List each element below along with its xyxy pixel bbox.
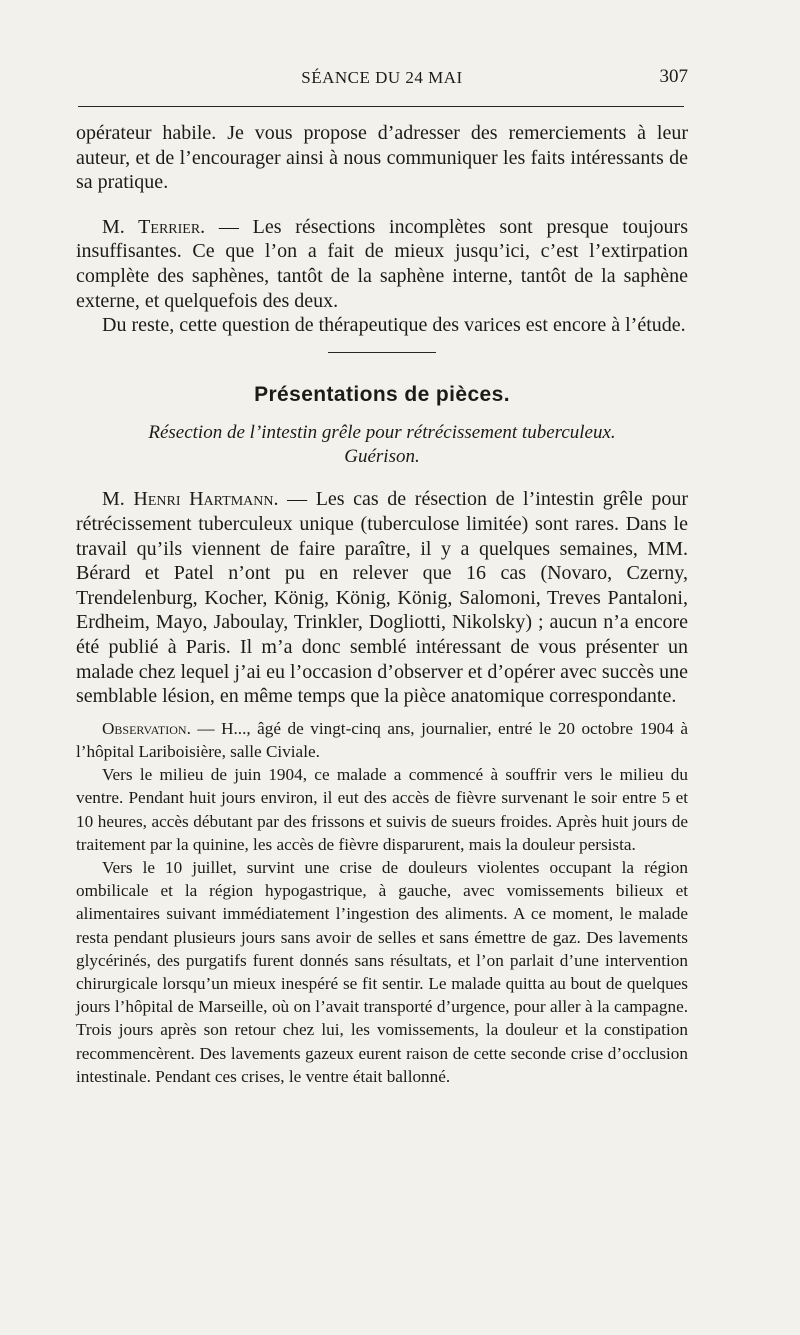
terrier-text: — Les résections incomplètes sont presque toujours insuffisantes. Ce que l’on a fait de mieux jusqu’ici, c’est l’extirpation complète des saphènes, tantôt de la saphène interne, tantôt de la saphène externe, et quelquefois des deux.	[76, 215, 688, 312]
page-header	[76, 64, 688, 92]
speaker-hartmann: M. Henri Hartmann.	[102, 488, 279, 511]
paragraph-terrier	[76, 215, 688, 313]
document-page	[76, 0, 688, 1335]
header-rule	[78, 106, 684, 107]
observation-intro-text: — H..., âgé de vingt-cinq ans, journalier, entré le 20 octobre 1904 à l’hôpital Lariboisière, salle Civiale.	[76, 718, 688, 761]
observation-paragraph-2: Vers le milieu de juin 1904, ce malade a commencé à souffrir vers le milieu du ventre. Pendant huit jours environ, il eut des accès de fièvre survenant le soir entre 5 et 10 heures, accès débutant par des frissons et suivis de sueurs froides. Après huit jours de traitement par la quinine, les accès de fièvre disparurent, mais la douleur persista.	[76, 765, 688, 854]
observation-paragraph-3: Vers le 10 juillet, survint une crise de douleurs violentes occupant la région ombilicale et la région hypogastrique, à gauche, avec vomissements bilieux et alimentaires suivant immédiatement l’ingestion des aliments. A ce moment, le malade resta pendant plusieurs jours sans avoir de selles et sans émettre de gaz. Des lavements glycérinés, des purgatifs furent donnés sans résultats, et l’on parlait d’une intervention chirurgicale lorsqu’un mieux inespéré se fit sentir. Le malade quitta au bout de quelques jours l’hôpital de Marseille, où on l’avait transporté d’urgence, pour aller à la campagne. Trois jours après son retour chez lui, les vomissements, la douleur et la constipation recommencèrent. Des lavements gazeux eurent raison de cette seconde crise d’occlusion intestinale. Pendant ces crises, le ventre était ballonné.	[76, 857, 688, 1086]
speaker-terrier: M. Terrier.	[102, 215, 206, 238]
body-text	[76, 121, 688, 1088]
page-number: 307	[659, 66, 688, 87]
section-title: Présentations de pièces.	[254, 382, 510, 406]
paragraph-continuation: opérateur habile. Je vous propose d’adresser des remerciements à leur auteur, et de l’encourager ainsi à nous communiquer les faits intéressants de sa pratique.	[76, 122, 688, 194]
running-title: SÉANCE DU 24 MAI	[301, 68, 463, 87]
paragraph-hartmann	[76, 487, 688, 708]
subtitle-line-1: Résection de l’intestin grêle pour rétrécissement tuberculeux.	[148, 422, 616, 444]
observation-intro	[76, 717, 688, 763]
observation-block	[76, 717, 688, 1088]
section-subtitle	[76, 421, 688, 469]
observation-label: Observation.	[102, 718, 191, 738]
section-separator	[328, 352, 436, 353]
subtitle-line-2: Guérison.	[344, 446, 420, 468]
paragraph-du-reste: Du reste, cette question de thérapeutique des varices est encore à l’étude.	[102, 314, 686, 337]
hartmann-text: — Les cas de résection de l’intestin grêle pour rétrécissement tuberculeux unique (tuberculose limitée) sont rares. Dans le travail qu’ils viennent de faire paraître, il y a quelques semaines, MM. Bérard et Patel n’ont pu en relever que 16 cas (Novaro, Czerny, Trendelenburg, Kocher, König, König, König, Salomoni, Treves Pantaloni, Erdheim, Mayo, Jaboulay, Trinkler, Dogliotti, Nikolsky) ; aucun n’a encore été publié à Paris. Il m’a donc semblé intéressant de vous présenter un malade chez lequel j’ai eu l’occasion d’observer et d’opérer avec succès une semblable lésion, en même temps que la pièce anatomique correspondante.	[76, 488, 688, 708]
